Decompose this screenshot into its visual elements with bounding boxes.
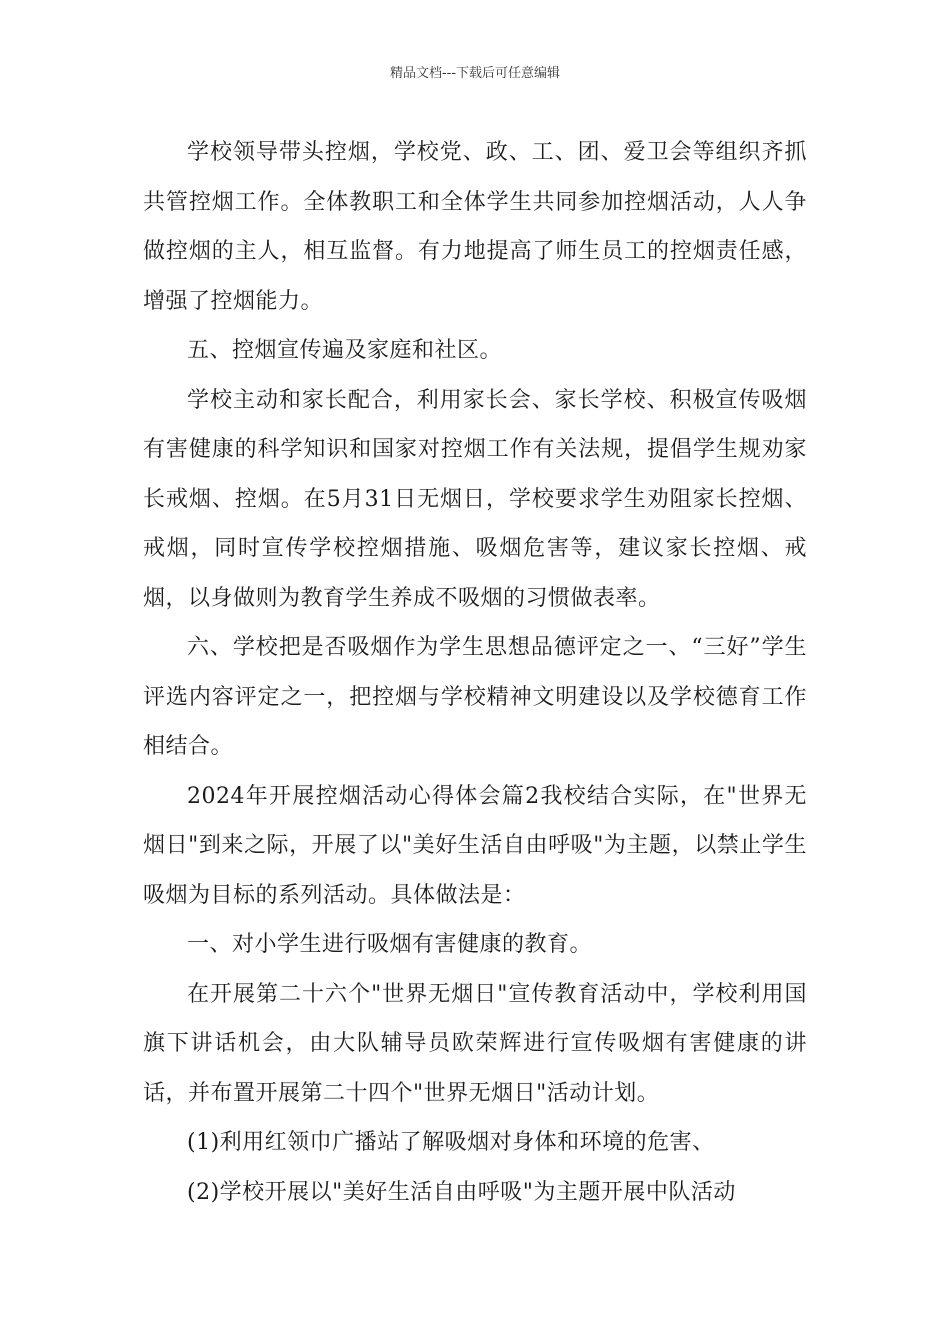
paragraph-flag-speech: 在开展第二十六个"世界无烟日"宣传教育活动中，学校利用国旗下讲话机会，由大队辅导员欧荣辉进行宣传吸烟有害健康的讲话，并布置开展第二十四个"世界无烟日"活动计划。 [143,981,807,1106]
document-body [143,128,807,1217]
heading-six: 六、学校把是否吸烟作为学生思想品德评定之一、“三好”学生评选内容评定之一，把控烟与学校精神文明建设以及学校德育工作相结合。 [143,635,807,759]
paragraph-leadership: 学校领导带头控烟，学校党、政、工、团、爱卫会等组织齐抓共管控烟工作。全体教职工和全体学生共同参加控烟活动，人人争做控烟的主人，相互监督。有力地提高了师生员工的控烟责任感，增强了控烟能力。 [143,140,807,314]
page-header: 精品文档---下载后可任意编辑 [389,66,561,81]
heading-one: 一、对小学生进行吸烟有害健康的教育。 [187,932,593,957]
list-item-1: (1)利用红领巾广播站了解吸烟对身体和环境的危害、 [187,1130,715,1155]
paragraph-family-community: 学校主动和家长配合，利用家长会、家长学校、积极宣传吸烟有害健康的科学知识和国家对控烟工作有关法规，提倡学生规劝家长戒烟、控烟。在5月31日无烟日，学校要求学生劝阻家长控烟、戒烟，同时宣传学校控烟措施、吸烟危害等，建议家长控烟、戒烟，以身做则为教育学生养成不吸烟的习惯做表率。 [143,387,807,611]
paragraph-article-two: 2024年开展控烟活动心得体会篇2我校结合实际，在"世界无烟日"到来之际，开展了以"美好生活自由呼吸"为主题，以禁止学生吸烟为目标的系列活动。具体做法是： [143,783,807,908]
heading-five: 五、控烟宣传遍及家庭和社区。 [187,338,503,363]
list-item-2: (2)学校开展以"美好生活自由呼吸"为主题开展中队活动 [187,1179,736,1205]
